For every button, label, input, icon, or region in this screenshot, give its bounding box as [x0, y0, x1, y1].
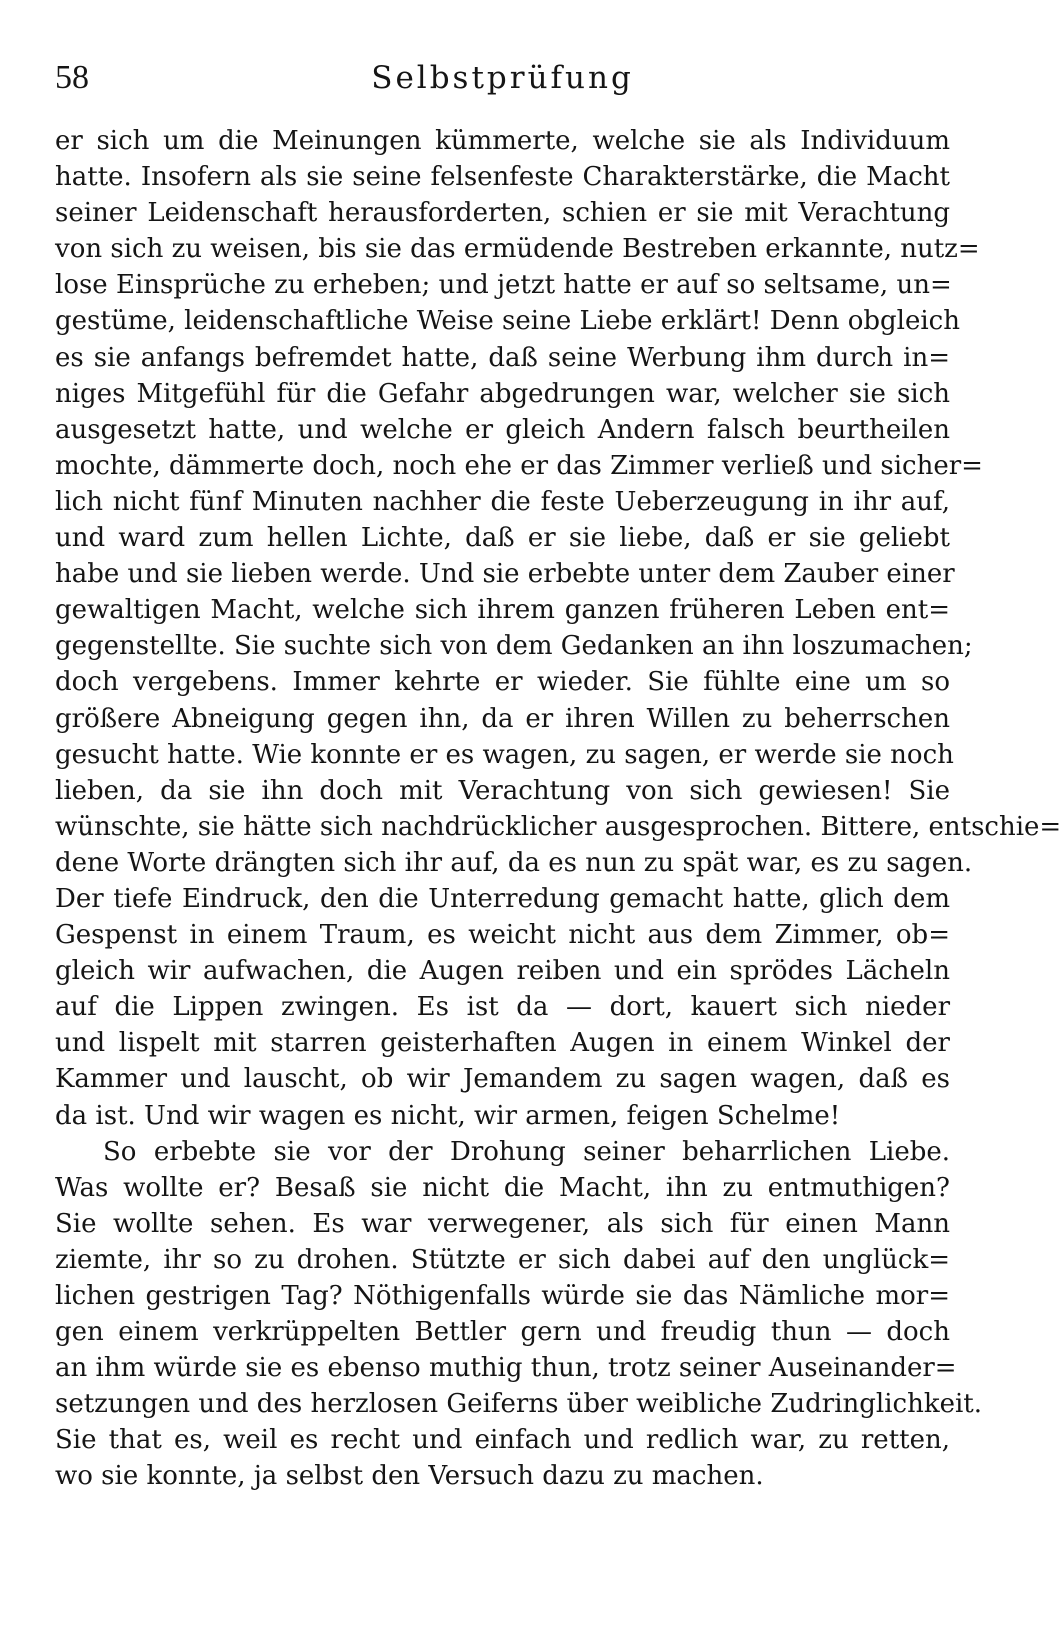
text-line: mochte, dämmerte doch, noch ehe er das Zimmer verließ und sicher=: [55, 450, 983, 481]
text-line: lich nicht fünf Minuten nachher die feste Ueberzeugung in ihr auf,: [55, 486, 950, 517]
text-line: seiner Leidenschaft herausforderten, schien er sie mit Verachtung: [55, 198, 950, 229]
page-header: [55, 58, 950, 106]
text-line: Was wollte er? Besaß sie nicht die Macht, ihn zu entmuthigen?: [55, 1172, 950, 1203]
running-head: Selbstprüfung: [371, 60, 634, 96]
text-line: gleich wir aufwachen, die Augen reiben und ein sprödes Lächeln: [55, 956, 950, 987]
text-line: Kammer und lauscht, ob wir Jemandem zu sagen wagen, daß es: [55, 1064, 950, 1095]
text-line: gesucht hatte. Wie konnte er es wagen, zu sagen, er werde sie noch: [55, 739, 954, 770]
text-line: niges Mitgefühl für die Gefahr abgedrungen war, welcher sie sich: [55, 378, 950, 409]
text-line: ziemte, ihr so zu drohen. Stützte er sich dabei auf den unglück=: [55, 1244, 950, 1275]
text-line: Der tiefe Eindruck, den die Unterredung gemacht hatte, glich dem: [55, 883, 950, 914]
page-number: 58: [55, 59, 89, 96]
text-line: Sie wollte sehen. Es war verwegener, als sich für einen Mann: [55, 1208, 950, 1239]
text-line: es sie anfangs befremdet hatte, daß seine Werbung ihm durch in=: [55, 342, 950, 373]
text-line: hatte. Insofern als sie seine felsenfeste Charakterstärke, die Macht: [55, 162, 950, 193]
text-line: Gespenst in einem Traum, es weicht nicht aus dem Zimmer, ob=: [55, 920, 950, 951]
text-line: gewaltigen Macht, welche sich ihrem ganzen früheren Leben ent=: [55, 595, 950, 626]
text-line: lieben, da sie ihn doch mit Verachtung von sich gewiesen! Sie: [55, 775, 950, 806]
text-line: habe und sie lieben werde. Und sie erbebte unter dem Zauber einer: [55, 559, 955, 590]
paragraph-end-line: da ist. Und wir wagen es nicht, wir armen, feigen Schelme!: [55, 1100, 841, 1131]
text-line: Sie that es, weil es recht und einfach und redlich war, zu retten,: [55, 1425, 950, 1456]
text-line: von sich zu weisen, bis sie das ermüdende Bestreben erkannte, nutz=: [55, 234, 980, 265]
text-line: gegenstellte. Sie suchte sich von dem Gedanken an ihn loszumachen;: [55, 631, 973, 662]
text-line: größere Abneigung gegen ihn, da er ihren Willen zu beherrschen: [55, 703, 950, 734]
text-line: setzungen und des herzlosen Geiferns über weibliche Zudringlichkeit.: [55, 1389, 983, 1420]
text-line: an ihm würde sie es ebenso muthig thun, trotz seiner Auseinander=: [55, 1353, 957, 1384]
text-line: dene Worte drängten sich ihr auf, da es nun zu spät war, es zu sagen.: [55, 847, 973, 878]
text-line: gen einem verkrüppelten Bettler gern und freudig thun — doch: [55, 1317, 950, 1348]
paragraph-end-line: wo sie konnte, ja selbst den Versuch dazu zu machen.: [55, 1461, 764, 1492]
text-line: ausgesetzt hatte, und welche er gleich Andern falsch beurtheilen: [55, 414, 950, 445]
text-line: lichen gestrigen Tag? Nöthigenfalls würde sie das Nämliche mor=: [55, 1281, 950, 1311]
text-line: doch vergebens. Immer kehrte er wieder. Sie fühlte eine um so: [55, 667, 950, 698]
text-line: auf die Lippen zwingen. Es ist da — dort, kauert sich nieder: [55, 992, 950, 1023]
text-line: wünschte, sie hätte sich nachdrücklicher ausgesprochen. Bittere, entschie=: [55, 811, 1061, 842]
text-line: gestüme, leidenschaftliche Weise seine Liebe erklärt! Denn obgleich: [55, 306, 960, 337]
body-text: [55, 123, 1061, 1495]
text-line: lose Einsprüche zu erheben; und jetzt hatte er auf so seltsame, un=: [55, 270, 952, 301]
text-line: er sich um die Meinungen kümmerte, welche sie als Individuum: [55, 126, 950, 156]
text-line: und lispelt mit starren geisterhaften Augen in einem Winkel der: [55, 1028, 950, 1059]
paragraph-start-line: So erbebte sie vor der Drohung seiner beharrlichen Liebe.: [103, 1136, 950, 1167]
text-line: und ward zum hellen Lichte, daß er sie liebe, daß er sie geliebt: [55, 523, 950, 554]
